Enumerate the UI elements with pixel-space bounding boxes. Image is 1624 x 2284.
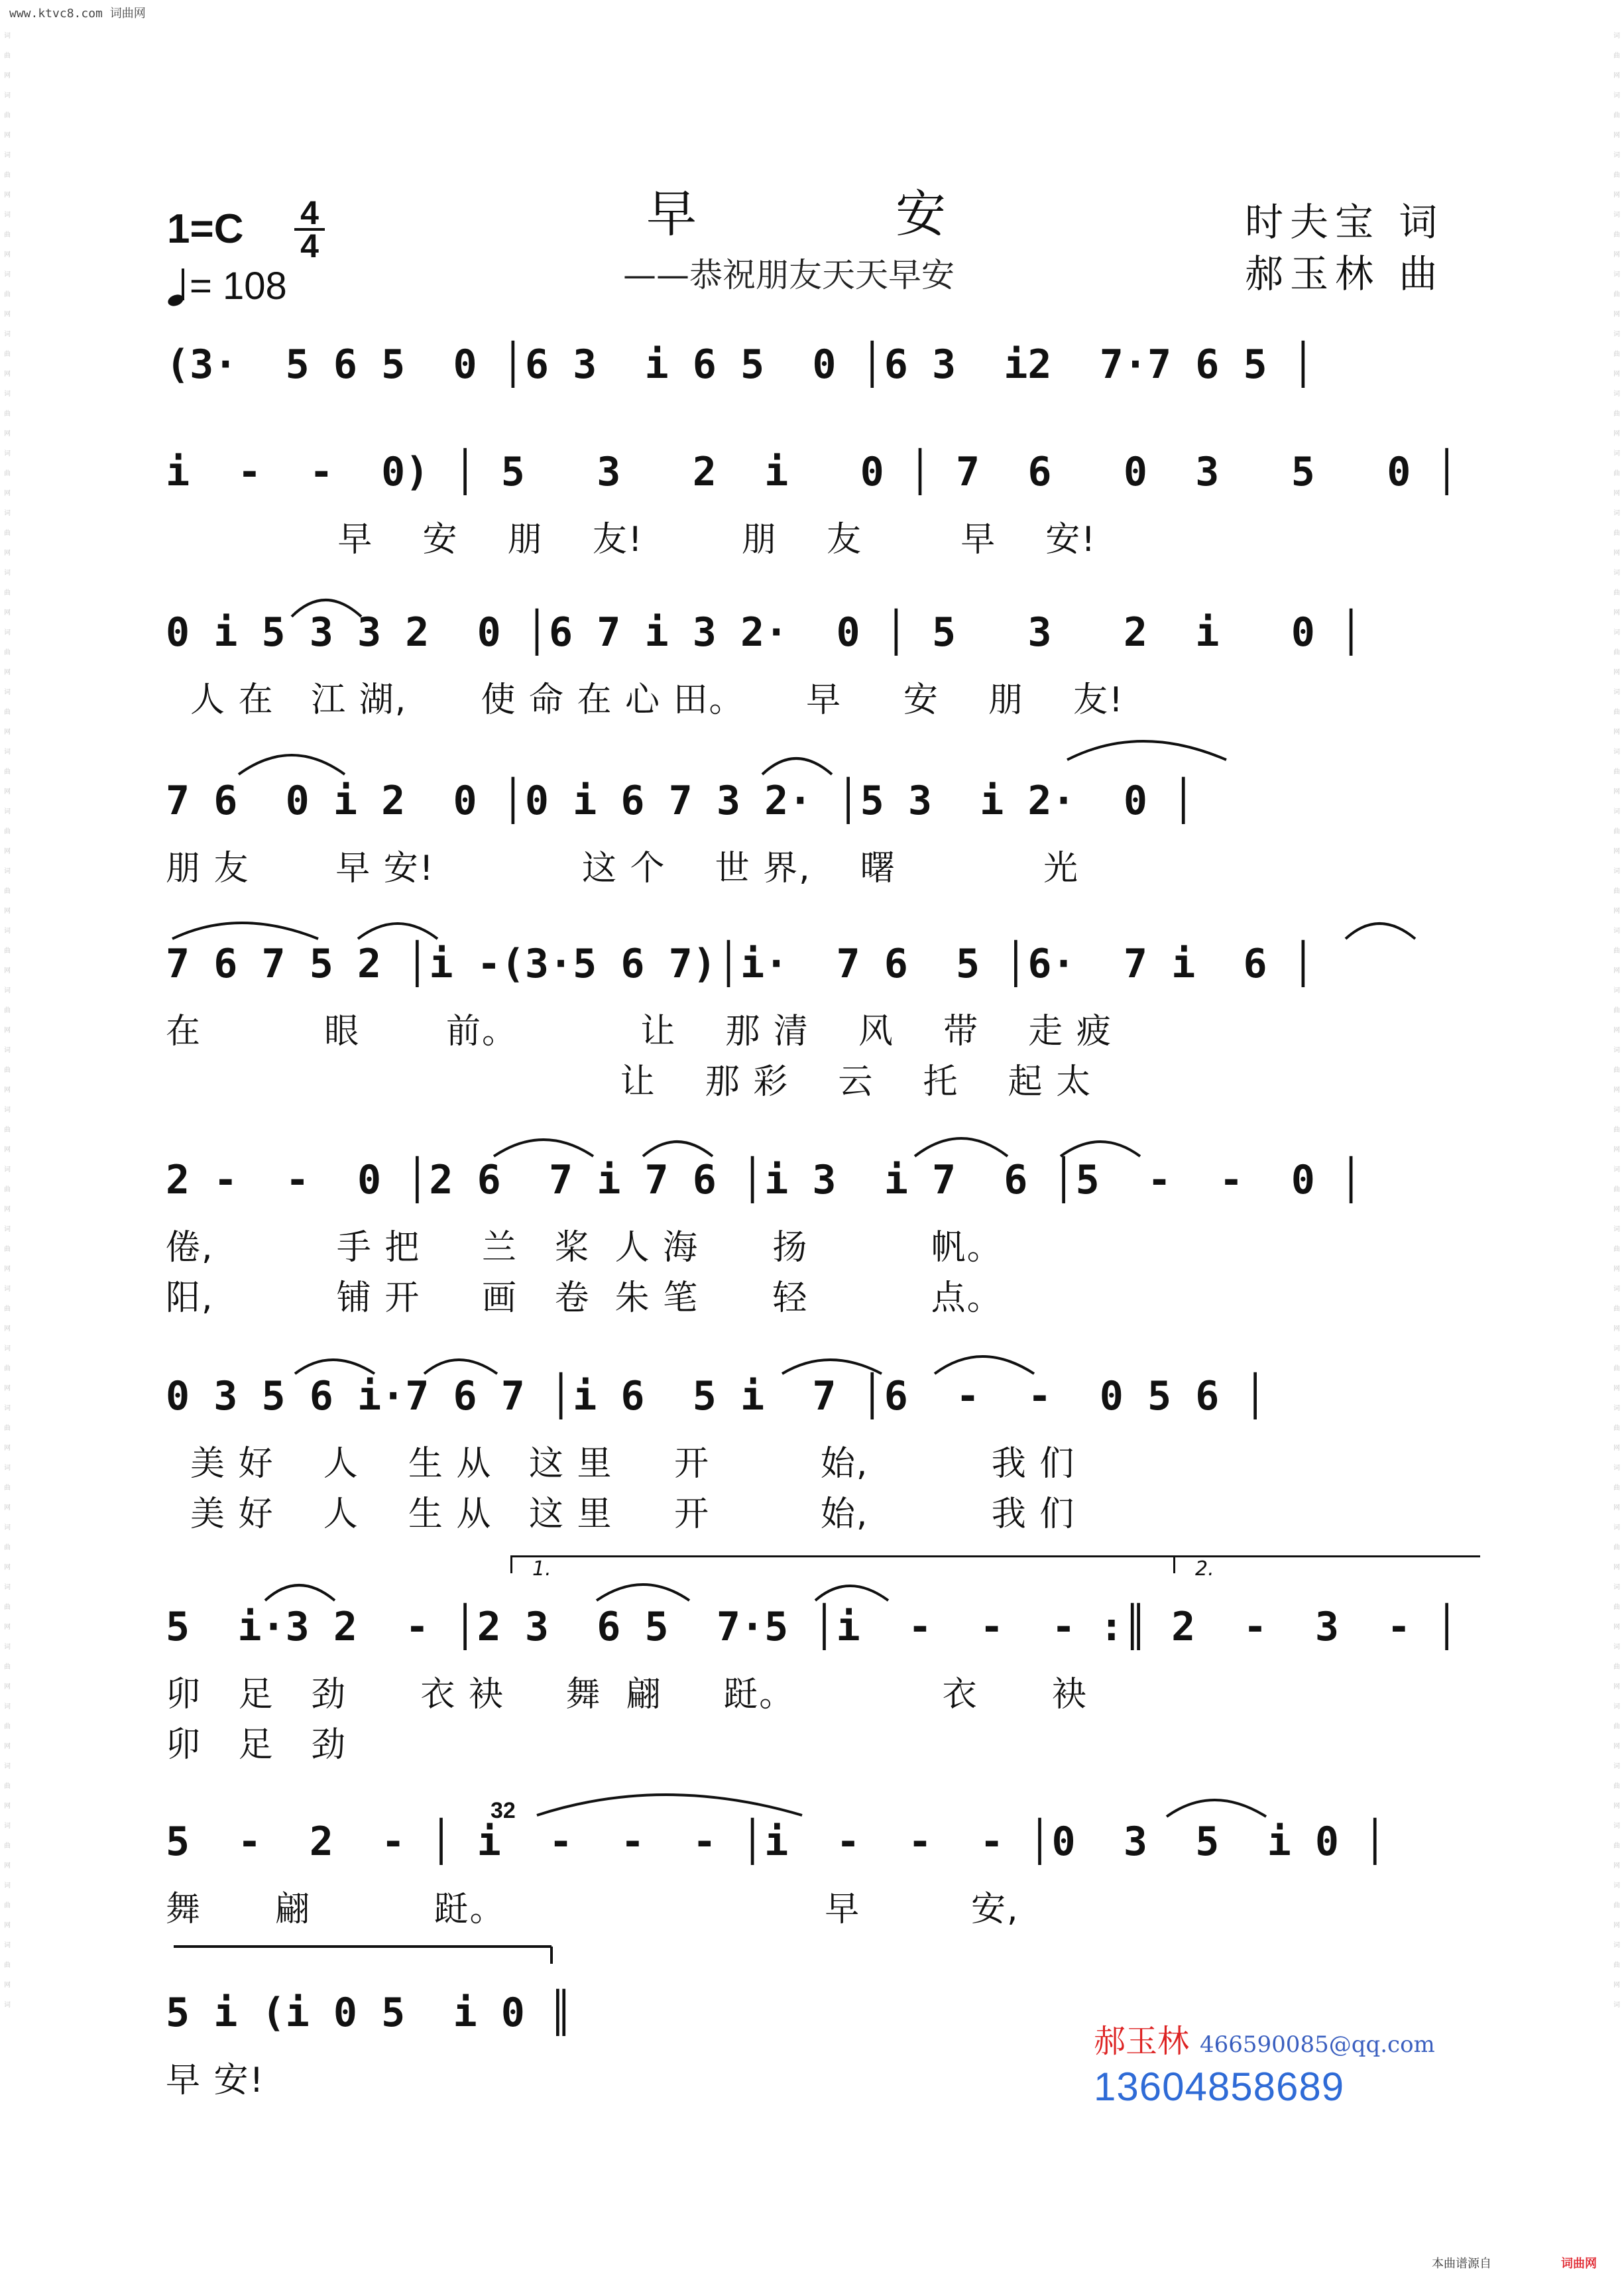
notation-line: i - - 0) │ 5 3 2 i 0 │ 7 6 0 3 5 0 │	[166, 449, 1459, 495]
side-watermark-text: 曲	[1613, 589, 1620, 597]
side-watermark-text: 网	[1613, 1624, 1620, 1631]
side-watermark-text: 词	[4, 1703, 11, 1711]
side-watermark-text: 网	[4, 1325, 11, 1333]
notation-line: 7 6 0 i 2 0 │0 i 6 7 3 2· │5 3 i 2· 0 │	[166, 778, 1196, 824]
side-watermark-text: 词	[4, 1584, 11, 1591]
arranger-phone: 13604858689	[1094, 2065, 1345, 2109]
side-watermark-text: 网	[4, 1206, 11, 1213]
lyrics-verse-1: 人 在 江 湖, 使 命 在 心 田。 早 安 朋 友!	[166, 680, 1124, 720]
side-watermark-text: 网	[1613, 251, 1620, 259]
side-watermark-text: 词	[1613, 1644, 1620, 1651]
side-watermark-text: 网	[1613, 1504, 1620, 1512]
side-watermark-text: 网	[4, 311, 11, 318]
notation-line: (3· 5 6 5 0 │6 3 i 6 5 0 │6 3 i2 7·7 6 5 │	[166, 341, 1315, 388]
side-watermark-text: 曲	[4, 768, 11, 776]
side-watermark-text: 曲	[1613, 649, 1620, 656]
side-watermark-text: 网	[1613, 1266, 1620, 1273]
side-watermark-text: 词	[1613, 510, 1620, 517]
side-watermark-text: 曲	[4, 589, 11, 597]
side-watermark-text: 词	[4, 629, 11, 636]
side-watermark-text: 网	[4, 729, 11, 736]
side-watermark-text: 网	[4, 1146, 11, 1154]
side-watermark-text: 网	[1613, 1803, 1620, 1810]
side-watermark-text: 曲	[1613, 1962, 1620, 1969]
lyrics-verse-2: 阳, 铺 开 画 卷 朱 笔 轻 点。	[166, 1278, 1003, 1318]
side-watermark-text: 曲	[4, 709, 11, 716]
side-watermark-text: 网	[1613, 192, 1620, 199]
side-watermark-text: 曲	[4, 649, 11, 656]
side-watermark-text: 网	[1613, 1683, 1620, 1691]
side-watermark-text: 曲	[4, 1246, 11, 1253]
side-watermark-text: 网	[4, 967, 11, 975]
side-watermark-text: 词	[1613, 1286, 1620, 1293]
side-watermark-text: 曲	[4, 1126, 11, 1134]
side-watermark-text: 曲	[1613, 1305, 1620, 1313]
score-system	[166, 774, 1458, 887]
side-watermark-text: 曲	[1613, 291, 1620, 298]
notation-line: 5 i·3 2 - │2 3 6 5 7·5 │i - - - :║ 2 - 3 - │	[166, 1604, 1459, 1650]
side-watermark-text: 曲	[1613, 1067, 1620, 1074]
side-watermark-text: 网	[1613, 669, 1620, 676]
time-numerator: 4	[300, 194, 319, 231]
side-watermark-text: 网	[1613, 1445, 1620, 1452]
side-watermark-text: 曲	[4, 888, 11, 895]
side-watermark-text: 词	[4, 92, 11, 99]
side-watermark-text: 曲	[4, 1544, 11, 1551]
footer-site-logo[interactable]: 词曲网	[1561, 2257, 1597, 2271]
side-watermark-text: 词	[4, 391, 11, 398]
score-system	[166, 1370, 1458, 1534]
side-watermark-text: 词	[4, 2002, 11, 2009]
left-watermark-strip	[3, 27, 12, 2244]
side-watermark-text: 词	[1613, 1166, 1620, 1173]
side-watermark-text: 曲	[4, 1663, 11, 1671]
side-watermark-text: 曲	[1613, 1544, 1620, 1551]
song-subtitle: ——恭祝朋友天天早安	[623, 256, 955, 294]
side-watermark-text: 词	[1613, 2002, 1620, 2009]
lyrics-verse-1: 卯 足 劲 衣 袂 舞 翩 跹。 衣 袂	[166, 1675, 1088, 1714]
side-watermark-text: 曲	[4, 1425, 11, 1432]
side-watermark-text: 词	[4, 1763, 11, 1770]
side-watermark-text: 网	[4, 251, 11, 259]
lyrics-verse-2: 卯 足 劲	[166, 1725, 347, 1765]
side-watermark-text: 网	[1613, 1206, 1620, 1213]
side-watermark-text: 曲	[4, 1007, 11, 1014]
side-watermark-text: 曲	[4, 1902, 11, 1909]
key-signature: 1=C	[167, 206, 244, 252]
arranger-email[interactable]: 466590085@qq.com	[1200, 2031, 1435, 2058]
lyrics-verse-1: 倦, 手 把 兰 桨 人 海 扬 帆。	[166, 1228, 1003, 1268]
side-watermark-text: 曲	[1613, 1842, 1620, 1850]
side-watermark-text: 曲	[1613, 351, 1620, 358]
side-watermark-text: 曲	[4, 1723, 11, 1730]
side-watermark-text: 词	[1613, 1524, 1620, 1532]
time-denominator: 4	[300, 227, 319, 265]
side-watermark-text: 曲	[1613, 172, 1620, 179]
score-system	[166, 1600, 1459, 1765]
composer-credit: 郝玉林 曲	[1245, 251, 1444, 296]
side-watermark-text: 网	[1613, 729, 1620, 736]
lyrics-verse-1: 在 眼 前。 让 那 清 风 带 走 疲	[166, 1012, 1112, 1052]
side-watermark-text: 词	[1613, 570, 1620, 577]
lyrics-verse-1: 早 安 朋 友! 朋 友 早 安!	[166, 520, 1097, 560]
side-watermark-text: 曲	[1613, 1484, 1620, 1492]
side-watermark-text: 曲	[4, 1484, 11, 1492]
right-watermark-strip	[1612, 27, 1621, 2244]
side-watermark-text: 曲	[4, 1842, 11, 1850]
side-watermark-text: 网	[4, 430, 11, 438]
side-watermark-text: 曲	[4, 1305, 11, 1313]
side-watermark-text: 词	[4, 808, 11, 815]
side-watermark-text: 网	[1613, 1146, 1620, 1154]
side-watermark-text: 网	[4, 848, 11, 855]
side-watermark-text: 网	[1613, 967, 1620, 975]
volta-first-ending: 1.	[510, 1555, 1195, 1573]
contact-stamp	[1094, 2015, 1465, 2110]
side-watermark-text: 曲	[1613, 410, 1620, 418]
side-watermark-text: 词	[4, 331, 11, 338]
side-watermark-text: 网	[4, 908, 11, 915]
volta-second-ending: 2.	[1173, 1555, 1480, 1573]
side-watermark-text: 网	[1613, 132, 1620, 139]
side-watermark-text: 网	[1613, 1564, 1620, 1571]
notation-line: 5 - 2 - │ i - - - │i - - - │0 3 5 i 0 │	[166, 1819, 1387, 1865]
side-watermark-text: 词	[1613, 749, 1620, 756]
side-watermark-text: 词	[4, 211, 11, 219]
side-watermark-text: 词	[4, 1166, 11, 1173]
side-watermark-text: 曲	[1613, 828, 1620, 835]
side-watermark-text: 词	[4, 1524, 11, 1532]
side-watermark-text: 网	[4, 1266, 11, 1273]
side-watermark-text: 曲	[1613, 231, 1620, 239]
side-watermark-text: 词	[1613, 1942, 1620, 1949]
side-watermark-text: 曲	[4, 947, 11, 955]
side-watermark-text: 网	[1613, 1087, 1620, 1094]
side-watermark-text: 曲	[1613, 768, 1620, 776]
side-watermark-text: 网	[4, 1385, 11, 1392]
side-watermark-text: 曲	[1613, 470, 1620, 477]
side-watermark-text: 词	[4, 987, 11, 994]
side-watermark-text: 词	[1613, 211, 1620, 219]
side-watermark-text: 曲	[1613, 1902, 1620, 1909]
side-watermark-text: 曲	[4, 410, 11, 418]
side-watermark-text: 词	[1613, 1465, 1620, 1472]
score-system	[166, 1815, 1458, 1928]
side-watermark-text: 网	[4, 1862, 11, 1870]
side-watermark-text: 网	[4, 1027, 11, 1034]
side-watermark-text: 网	[1613, 1982, 1620, 1989]
side-watermark-text: 词	[1613, 1703, 1620, 1711]
side-watermark-text: 词	[4, 1823, 11, 1830]
side-watermark-text: 网	[1613, 1385, 1620, 1392]
side-watermark-text: 词	[1613, 689, 1620, 696]
side-watermark-text: 曲	[4, 231, 11, 239]
side-watermark-text: 曲	[4, 470, 11, 477]
side-watermark-text: 网	[4, 609, 11, 617]
side-watermark-text: 曲	[1613, 709, 1620, 716]
side-watermark-text: 网	[4, 72, 11, 80]
side-watermark-text: 曲	[1613, 1604, 1620, 1611]
side-watermark-text: 曲	[4, 112, 11, 119]
side-watermark-text: 曲	[1613, 888, 1620, 895]
side-watermark-text: 词	[4, 271, 11, 278]
side-watermark-text: 网	[1613, 311, 1620, 318]
footer-source-label: 本曲谱源自	[1432, 2257, 1491, 2271]
side-watermark-text: 曲	[4, 1186, 11, 1193]
score-system	[166, 606, 1458, 719]
lyrics-verse-1: 早 安!	[166, 2061, 265, 2100]
side-watermark-text: 网	[4, 1683, 11, 1691]
side-watermark-text: 曲	[4, 52, 11, 60]
side-watermark-text: 网	[1613, 430, 1620, 438]
tempo-mark	[167, 264, 287, 308]
side-watermark-text: 网	[4, 490, 11, 497]
side-watermark-text: 网	[4, 1087, 11, 1094]
side-watermark-text: 网	[4, 1564, 11, 1571]
grace-note: 32	[491, 1798, 516, 1823]
side-watermark-text: 曲	[1613, 1365, 1620, 1372]
side-watermark-text: 词	[4, 1047, 11, 1054]
side-watermark-text: 词	[4, 1882, 11, 1890]
side-watermark-text: 曲	[1613, 530, 1620, 537]
side-watermark-text: 词	[1613, 928, 1620, 935]
side-watermark-text: 词	[1613, 152, 1620, 159]
side-watermark-text: 词	[4, 570, 11, 577]
side-watermark-text: 词	[1613, 987, 1620, 994]
side-watermark-text: 词	[4, 1286, 11, 1293]
side-watermark-text: 网	[1613, 1325, 1620, 1333]
side-watermark-text: 网	[4, 1445, 11, 1452]
side-watermark-text: 网	[1613, 490, 1620, 497]
notation-line: 0 3 5 6 i·7 6 7 │i 6 5 i 7 │6 - - 0 5 6 │	[166, 1373, 1267, 1419]
side-watermark-text: 词	[1613, 391, 1620, 398]
side-watermark-text: 词	[1613, 1405, 1620, 1412]
side-watermark-text: 网	[4, 1803, 11, 1810]
side-watermark-text: 网	[4, 1504, 11, 1512]
side-watermark-text: 词	[4, 1226, 11, 1233]
side-watermark-text: 网	[4, 132, 11, 139]
side-watermark-text: 网	[4, 1922, 11, 1929]
side-watermark-text: 词	[1613, 629, 1620, 636]
side-watermark-text: 网	[4, 1743, 11, 1750]
side-watermark-text: 网	[1613, 788, 1620, 796]
side-watermark-text: 网	[1613, 550, 1620, 557]
side-watermark-text: 词	[4, 1942, 11, 1949]
side-watermark-text: 曲	[1613, 1007, 1620, 1014]
lyrics-verse-1: 朋 友 早 安! 这 个 世 界, 曙 光	[166, 849, 1080, 888]
side-watermark-text: 网	[4, 669, 11, 676]
notation-line: 7 6 7 5 2 │i -(3·5 6 7)│i· 7 6 5 │6· 7 i 6 │	[166, 941, 1315, 987]
side-watermark-text: 曲	[4, 828, 11, 835]
side-watermark-text: 词	[4, 689, 11, 696]
side-watermark-text: 网	[4, 788, 11, 796]
side-watermark-text: 网	[4, 371, 11, 378]
side-watermark-text: 曲	[4, 1962, 11, 1969]
side-watermark-text: 曲	[1613, 1723, 1620, 1730]
side-watermark-text: 曲	[1613, 1783, 1620, 1790]
score-system	[166, 338, 1458, 451]
lyricist-credit: 时夫宝 词	[1245, 200, 1444, 245]
side-watermark-text: 曲	[4, 351, 11, 358]
side-watermark-text: 曲	[1613, 1246, 1620, 1253]
score-system	[166, 446, 1458, 558]
side-watermark-text: 词	[4, 868, 11, 875]
notation-line: 0 i 5 3 3 2 0 │6 7 i 3 2· 0 │ 5 3 2 i 0 │	[166, 609, 1363, 656]
side-watermark-text: 曲	[1613, 1663, 1620, 1671]
side-watermark-text: 词	[1613, 331, 1620, 338]
side-watermark-text: 词	[1613, 450, 1620, 457]
side-watermark-text: 曲	[4, 1604, 11, 1611]
side-watermark-text: 网	[4, 192, 11, 199]
side-watermark-text: 词	[1613, 1763, 1620, 1770]
score-system	[166, 937, 1458, 1102]
side-watermark-text: 词	[4, 450, 11, 457]
side-watermark-text: 曲	[4, 291, 11, 298]
lyrics-verse-1: 舞 翩 跹。 早 安,	[166, 1890, 1019, 1929]
side-watermark-text: 网	[1613, 1743, 1620, 1750]
side-watermark-text: 词	[1613, 1584, 1620, 1591]
side-watermark-text: 词	[1613, 1226, 1620, 1233]
side-watermark-text: 网	[1613, 72, 1620, 80]
side-watermark-text: 词	[4, 32, 11, 40]
side-watermark-text: 网	[1613, 1922, 1620, 1929]
side-watermark-text: 网	[4, 1982, 11, 1989]
side-watermark-text: 曲	[1613, 52, 1620, 60]
quarter-note-icon	[167, 266, 190, 307]
side-watermark-text: 曲	[4, 530, 11, 537]
side-watermark-text: 词	[1613, 808, 1620, 815]
side-watermark-text: 词	[4, 152, 11, 159]
side-watermark-text: 曲	[4, 1783, 11, 1790]
side-watermark-text: 词	[1613, 1047, 1620, 1054]
site-header[interactable]: www.ktvc8.com 词曲网	[9, 7, 146, 21]
side-watermark-text: 曲	[4, 172, 11, 179]
side-watermark-text: 曲	[4, 1365, 11, 1372]
side-watermark-text: 词	[1613, 868, 1620, 875]
lyrics-verse-1: 美 好 人 生 从 这 里 开 始, 我 们	[166, 1444, 1076, 1484]
side-watermark-text: 词	[4, 1465, 11, 1472]
notation-line: 2 - - 0 │2 6 7 i 7 6 │i 3 i 7 6 │5 - - 0 │	[166, 1157, 1363, 1203]
side-watermark-text: 词	[4, 928, 11, 935]
song-title: 早安	[646, 184, 1145, 243]
side-watermark-text: 曲	[1613, 1186, 1620, 1193]
side-watermark-text: 曲	[1613, 1425, 1620, 1432]
tempo-value: = 108	[190, 265, 287, 308]
lyrics-verse-2: 美 好 人 生 从 这 里 开 始, 我 们	[166, 1494, 1076, 1534]
side-watermark-text: 网	[1613, 908, 1620, 915]
side-watermark-text: 词	[1613, 32, 1620, 40]
side-watermark-text: 曲	[4, 1067, 11, 1074]
side-watermark-text: 词	[1613, 92, 1620, 99]
side-watermark-text: 词	[4, 510, 11, 517]
side-watermark-text: 曲	[1613, 112, 1620, 119]
score-system	[166, 1154, 1458, 1318]
side-watermark-text: 网	[1613, 1027, 1620, 1034]
side-watermark-text: 网	[1613, 1862, 1620, 1870]
notation-line: 5 i (i 0 5 i 0 ║	[166, 1990, 573, 2036]
side-watermark-text: 网	[1613, 848, 1620, 855]
side-watermark-text: 曲	[1613, 1126, 1620, 1134]
side-watermark-text: 词	[4, 1644, 11, 1651]
side-watermark-text: 网	[1613, 371, 1620, 378]
side-watermark-text: 网	[4, 550, 11, 557]
side-watermark-text: 词	[4, 749, 11, 756]
arranger-name: 郝玉林	[1094, 2023, 1190, 2060]
side-watermark-text: 词	[1613, 271, 1620, 278]
side-watermark-text: 词	[4, 1345, 11, 1352]
lyrics-verse-2: 让 那 彩 云 托 起 太	[166, 1062, 1092, 1102]
side-watermark-text: 词	[1613, 1882, 1620, 1890]
side-watermark-text: 网	[1613, 609, 1620, 617]
side-watermark-text: 网	[4, 1624, 11, 1631]
side-watermark-text: 词	[1613, 1107, 1620, 1114]
side-watermark-text: 曲	[1613, 947, 1620, 955]
side-watermark-text: 词	[4, 1405, 11, 1412]
side-watermark-text: 词	[1613, 1823, 1620, 1830]
side-watermark-text: 词	[1613, 1345, 1620, 1352]
side-watermark-text: 词	[4, 1107, 11, 1114]
time-signature	[292, 194, 327, 265]
